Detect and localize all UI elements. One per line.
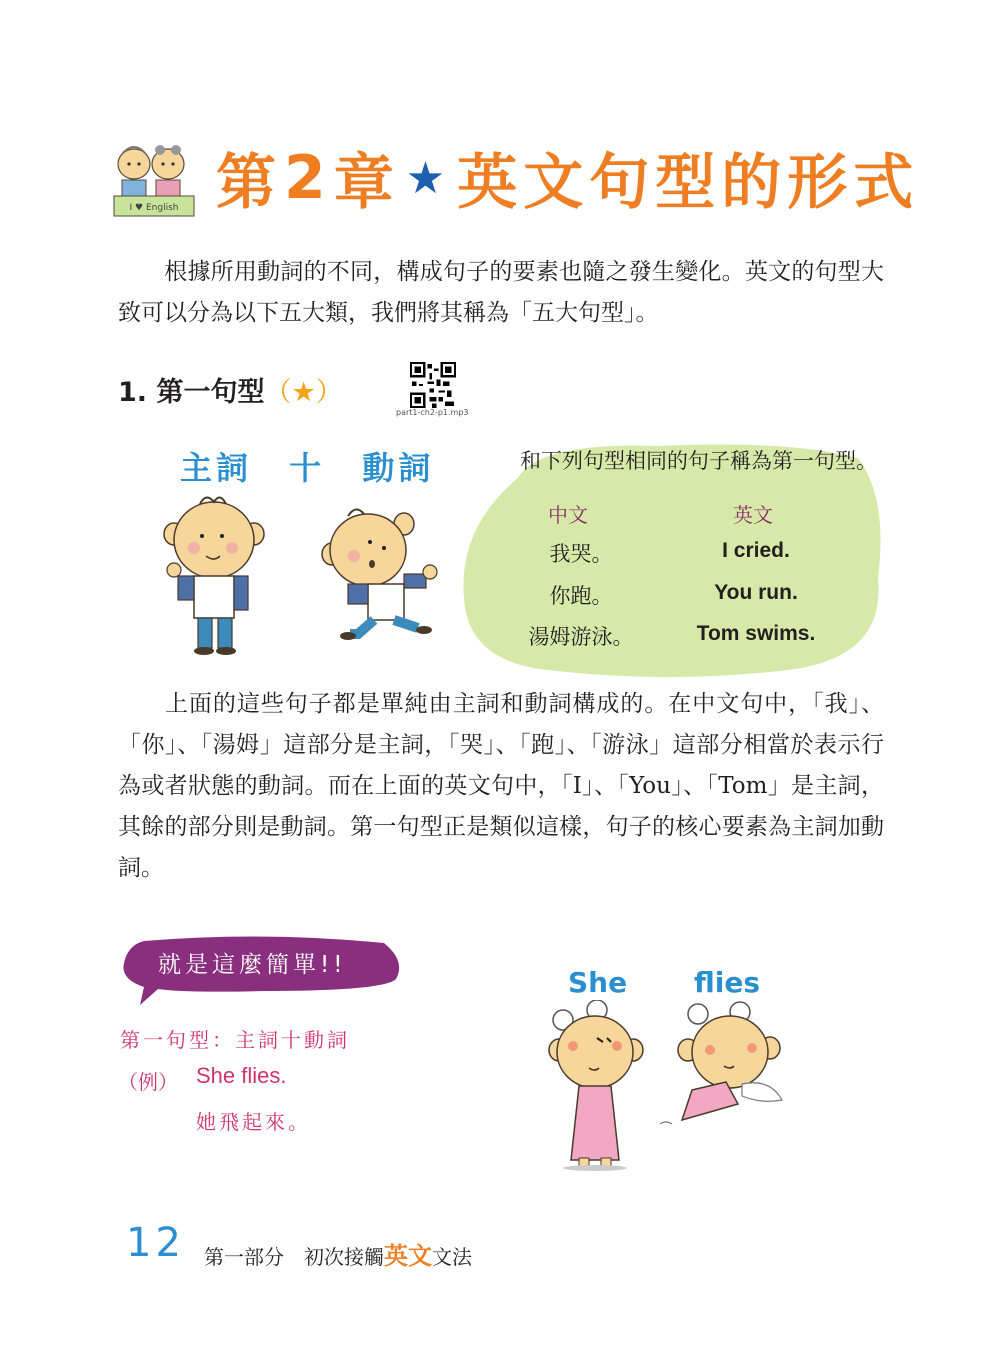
- word-she-label: She: [568, 966, 628, 999]
- column-header-chinese: 中文: [548, 503, 588, 527]
- example-row-chinese: 你跑。: [549, 584, 613, 608]
- intro-text: 根據所用動詞的不同，構成句子的要素也隨之發生變化。英文的句型大致可以分為以下五大類，我們將其稱為「五大句型」。: [118, 259, 884, 326]
- girl-standing-illustration: [545, 1000, 655, 1172]
- footer-part: 第一部分 初次接觸: [204, 1245, 384, 1269]
- girl-flying-illustration: [652, 1000, 792, 1130]
- example-row-english: Tom swims.: [696, 622, 816, 645]
- section-heading: [118, 370, 343, 409]
- section-heading-text: 1. 第一句型: [118, 377, 265, 408]
- examples-caption: 和下列句型相同的句子稱為第一句型。: [520, 449, 877, 473]
- intro-paragraph: [118, 252, 884, 334]
- chapter-title-text: 英文句型的形式: [457, 148, 920, 218]
- chapter-number: 2: [284, 143, 332, 213]
- explanation-paragraph: [118, 684, 884, 889]
- example-label: （例）: [118, 1070, 178, 1094]
- chapter-label-suffix: 章: [333, 148, 400, 218]
- example-row-english: I cried.: [722, 539, 790, 562]
- explanation-text: 上面的這些句子都是單純由主詞和動詞構成的。在中文句中，「我」、「你」、「湯姆」這部分是主詞，「哭」、「跑」、「游泳」這部分相當於表示行為或者狀態的動詞。而在上面的英文句中，「I」、「You」、「Tom」是主詞，其餘的部分則是動詞。第一句型正是類似這樣，句子的核心要素為主詞加動詞。: [118, 691, 884, 881]
- svg-text:I ♥ English: I ♥ English: [129, 203, 179, 213]
- formula-plus: 十: [289, 449, 326, 487]
- boy-waving-illustration: [160, 490, 270, 660]
- rating-open: （: [264, 377, 292, 408]
- footer-suffix: 文法: [432, 1245, 472, 1269]
- chapter-mascot-illustration: [108, 142, 200, 220]
- rating-star-icon: ★: [291, 377, 316, 408]
- difficulty-rating: [264, 377, 342, 408]
- chapter-title: [216, 138, 919, 218]
- example-row-chinese: 湯姆游泳。: [528, 625, 634, 649]
- boy-running-illustration: [318, 500, 448, 650]
- sentence-pattern-rule: 第一句型：主詞十動詞: [120, 1028, 350, 1052]
- example-row-english: You run.: [714, 581, 798, 604]
- star-icon: ★: [405, 152, 452, 204]
- audio-file-label: part1-ch2-p1.mp3: [396, 408, 469, 417]
- word-flies-label: flies: [694, 966, 761, 999]
- chapter-label-prefix: 第: [216, 148, 282, 218]
- rating-close: ）: [315, 377, 343, 408]
- summary-bubble-text: 就是這麼簡單!!: [158, 952, 347, 978]
- page-number: 12: [126, 1220, 185, 1266]
- running-footer: [204, 1236, 472, 1271]
- footer-highlight: 英文: [384, 1242, 432, 1270]
- example-chinese: 她飛起來。: [196, 1110, 311, 1134]
- example-english: She flies.: [196, 1063, 287, 1088]
- column-header-english: 英文: [733, 503, 773, 527]
- formula-verb: 動詞: [362, 449, 435, 487]
- formula: [180, 443, 434, 489]
- example-row-chinese: 我哭。: [549, 542, 613, 566]
- qr-code-icon[interactable]: [410, 362, 456, 408]
- formula-subject: 主詞: [180, 449, 253, 487]
